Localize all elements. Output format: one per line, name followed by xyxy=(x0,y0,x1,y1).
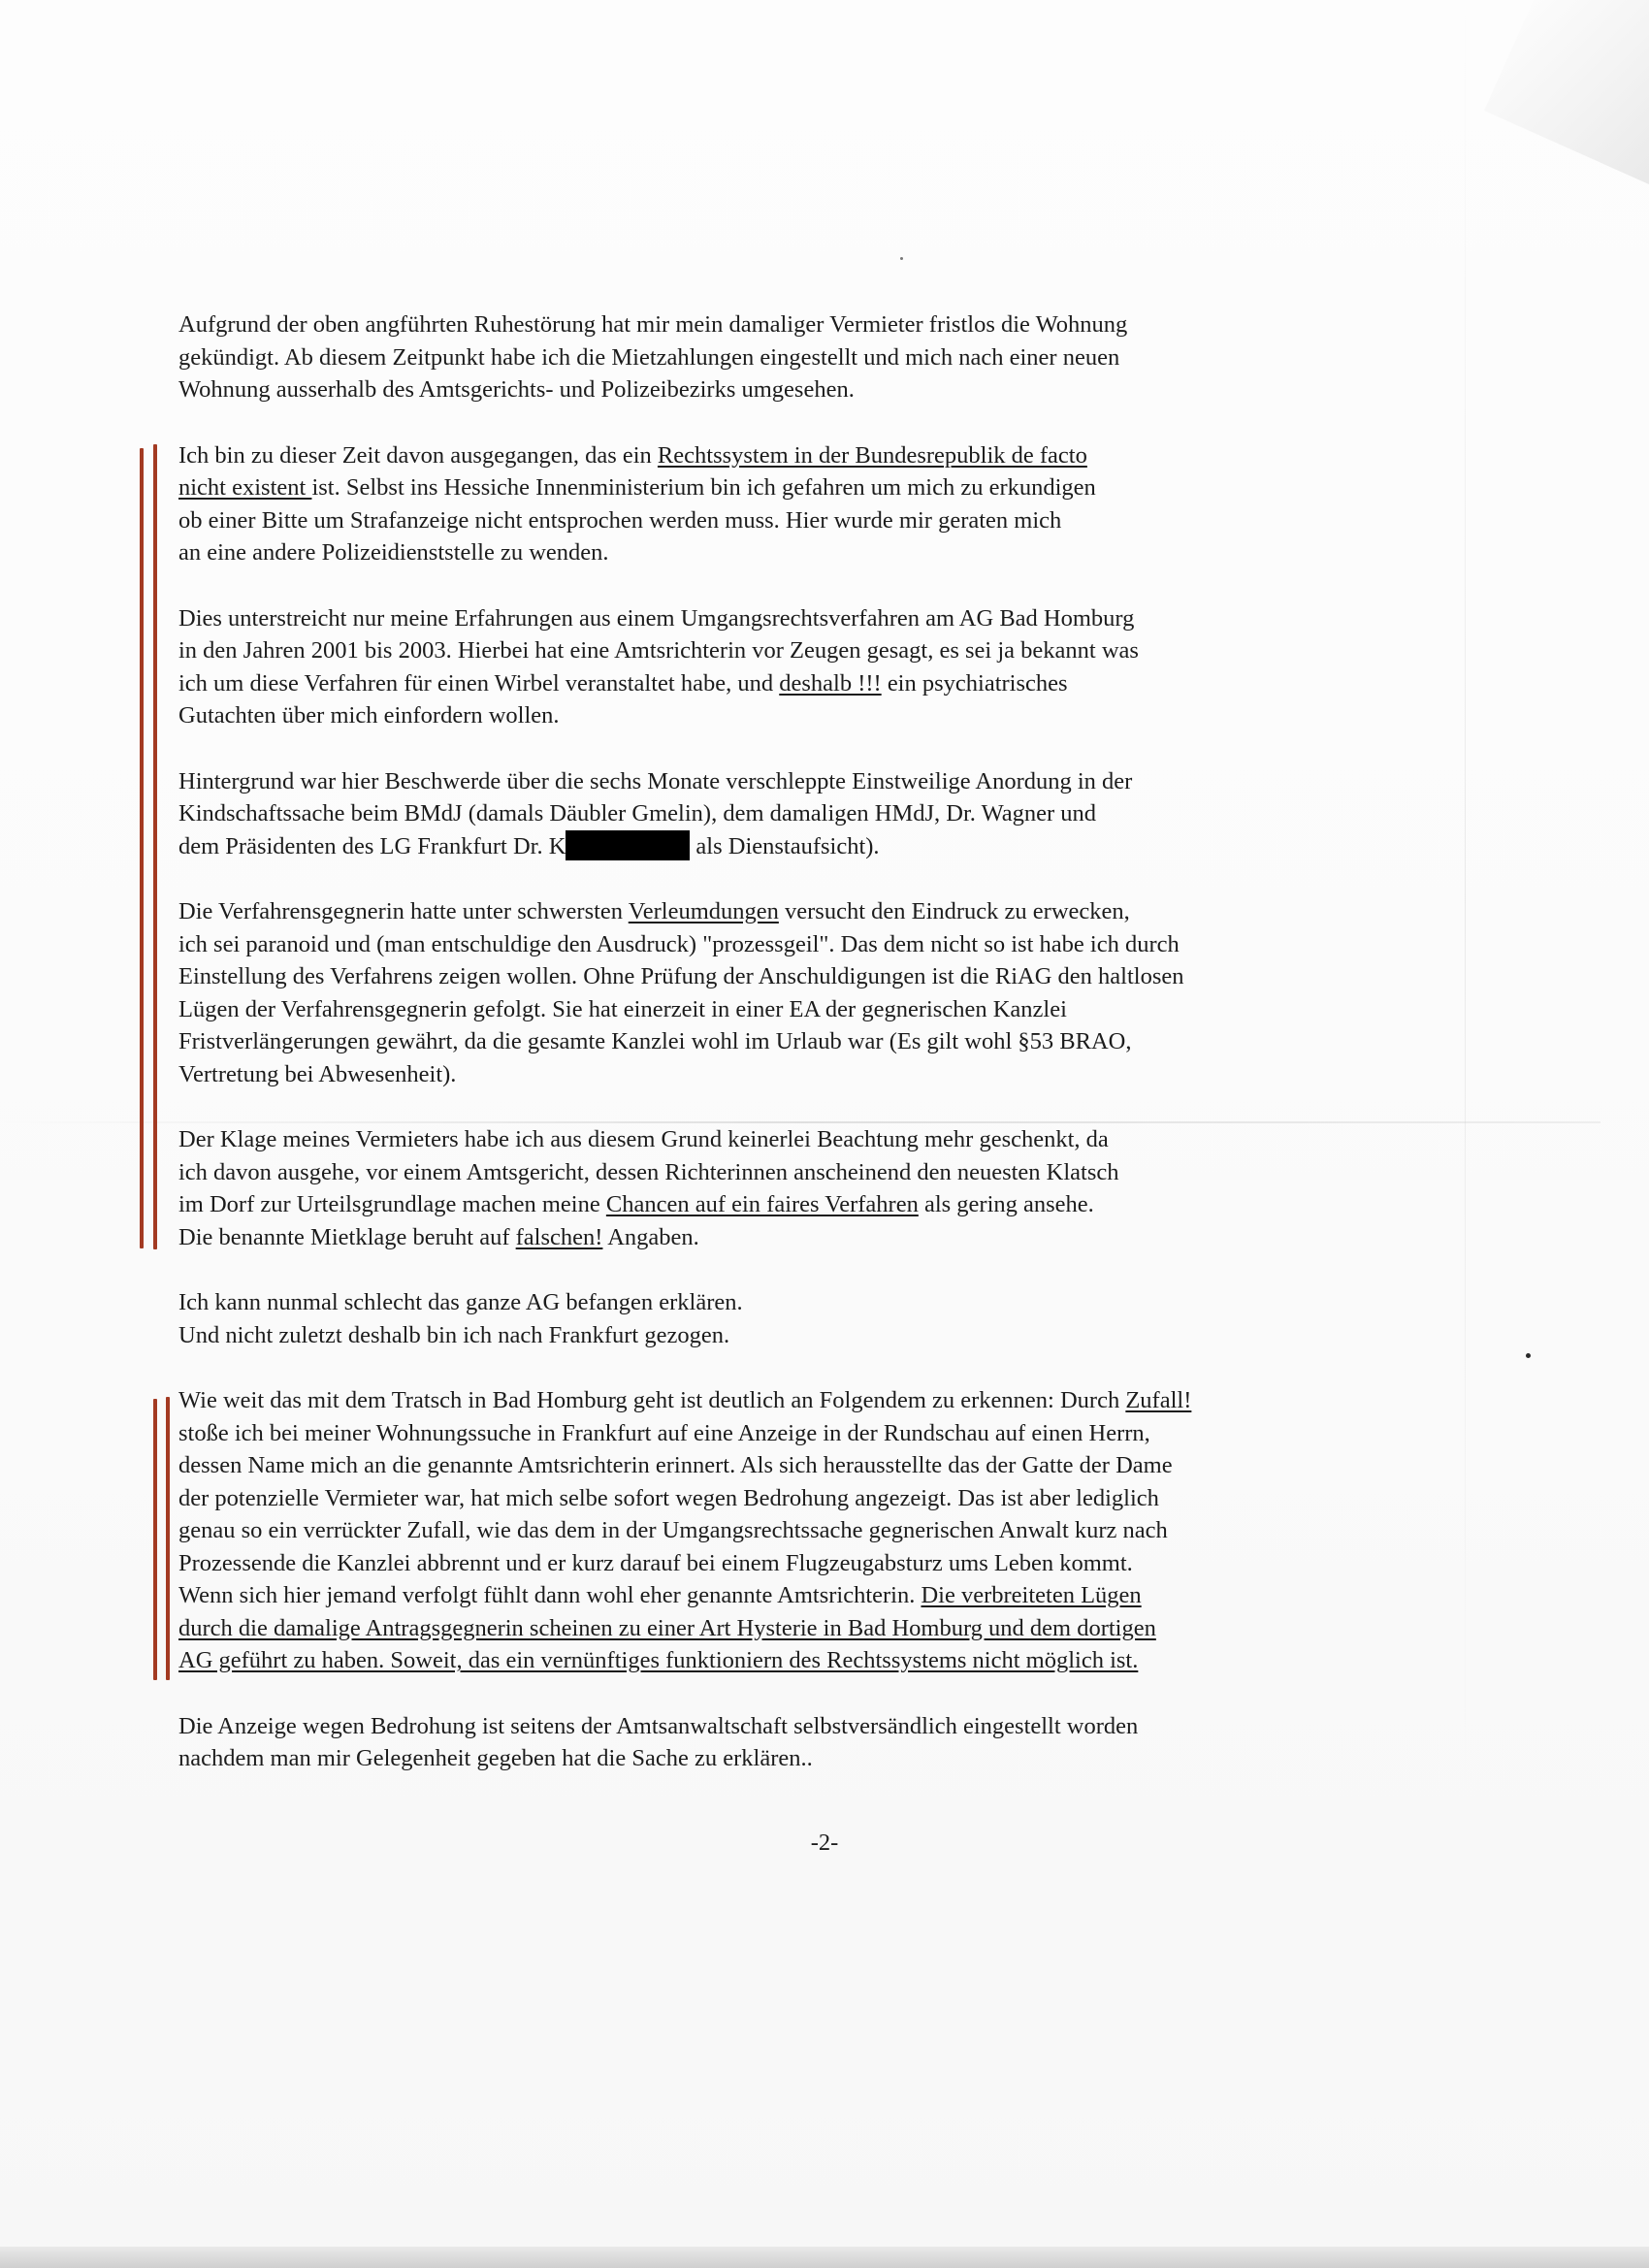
underlined-text: deshalb !!! xyxy=(779,669,882,697)
text-line: stoße ich bei meiner Wohnungssuche in Frankfurt auf eine Anzeige in der Rundschau auf einen Herrn, xyxy=(178,1419,1150,1446)
text-line: gekündigt. Ab diesem Zeitpunkt habe ich die Mietzahlungen eingestellt und mich nach einer neuen xyxy=(178,343,1120,371)
text-run: ich um diese Verfahren für einen Wirbel veranstaltet habe, und xyxy=(178,669,780,697)
text-line: Vertretung bei Abwesenheit). xyxy=(178,1060,457,1087)
text-line: Lügen der Verfahrensgegnerin gefolgt. Sie hat einerzeit in einer EA der gegnerischen Kanzlei xyxy=(178,995,1067,1022)
underlined-text: Zufall! xyxy=(1125,1387,1192,1413)
text-run: ein psychiatrisches xyxy=(881,669,1068,697)
text-line xyxy=(178,895,1439,928)
redaction-bar xyxy=(566,830,690,860)
underlined-text: nicht existent xyxy=(178,474,312,501)
text-run: Die Verfahrensgegnerin hatte unter schwersten xyxy=(178,898,629,924)
text-run: im Dorf zur Urteilsgrundlage machen meine xyxy=(178,1191,606,1217)
paragraph-2 xyxy=(178,439,1439,569)
text-line xyxy=(178,471,1439,504)
text-line: Und nicht zuletzt deshalb bin ich nach Frankfurt gezogen. xyxy=(178,1321,730,1348)
text-line: ob einer Bitte um Strafanzeige nicht entsprochen werden muss. Hier wurde mir geraten mich xyxy=(178,506,1062,534)
underlined-text: Verleumdungen xyxy=(628,898,779,924)
page-number: -2- xyxy=(810,1830,839,1856)
text-run: als Dienstaufsicht). xyxy=(695,832,880,859)
paper-speck xyxy=(900,257,903,260)
text-line xyxy=(178,1579,1439,1612)
paragraph-5 xyxy=(178,895,1439,1090)
underlined-text-line: AG geführt zu haben. Soweit, das ein vernünftiges funktioniern des Rechtssystems nicht möglich ist. xyxy=(178,1647,1139,1673)
text-line: in den Jahren 2001 bis 2003. Hierbei hat eine Amtsrichterin vor Zeugen gesagt, es sei ja bekannt was xyxy=(178,637,1139,664)
text-run: Die benannte Mietklage beruht auf xyxy=(178,1223,516,1250)
paragraph-9 xyxy=(178,1710,1439,1775)
text-line: Kindschaftssache beim BMdJ (damals Däubler Gmelin), dem damaligen HMdJ, Dr. Wagner und xyxy=(178,800,1097,826)
text-run: Wenn sich hier jemand verfolgt fühlt dann wohl eher genannte Amtsrichterin. xyxy=(178,1582,922,1608)
text-line: Fristverlängerungen gewährt, da die gesamte Kanzlei wohl im Urlaub war (Es gilt wohl §53 BRAO, xyxy=(178,1028,1132,1054)
underlined-text: Rechtssystem in der Bundesrepublik de facto xyxy=(657,441,1087,469)
text-line xyxy=(178,1384,1439,1417)
text-line: an eine andere Polizeidienststelle zu wenden. xyxy=(178,539,609,566)
text-line: Wohnung ausserhalb des Amtsgerichts- und Polizeibezirks umgesehen. xyxy=(178,376,855,403)
underlined-text: falschen! xyxy=(515,1223,603,1250)
text-run: als gering ansehe. xyxy=(918,1191,1094,1217)
text-line: Dies unterstreicht nur meine Erfahrungen aus einem Umgangsrechtsverfahren am AG Bad Homburg xyxy=(178,604,1135,632)
text-run: Angaben. xyxy=(602,1223,699,1250)
text-line: ich davon ausgehe, vor einem Amtsgericht, dessen Richterinnen anscheinend den neuesten Klatsch xyxy=(178,1158,1119,1185)
text-line: der potenzielle Vermieter war, hat mich selbe sofort wegen Bedrohung angezeigt. Das ist aber lediglich xyxy=(178,1484,1159,1511)
paper-speck xyxy=(1526,1353,1531,1358)
text-line: ich sei paranoid und (man entschuldige den Ausdruck) "prozessgeil". Das dem nicht so ist habe ich durch xyxy=(178,930,1180,957)
text-line: Die Anzeige wegen Bedrohung ist seitens der Amtsanwaltschaft selbstversändlich eingestellt worden xyxy=(178,1712,1139,1739)
text-run: ist. Selbst ins Hessiche Innenministerium bin ich gefahren um mich zu erkundigen xyxy=(311,474,1096,501)
text-line xyxy=(178,439,1439,472)
text-line xyxy=(178,667,1439,700)
text-line: Ich kann nunmal schlecht das ganze AG befangen erklären. xyxy=(178,1289,743,1315)
text-line: Einstellung des Verfahrens zeigen wollen. Ohne Prüfung der Anschuldigungen ist die RiAG den haltlosen xyxy=(178,963,1184,989)
margin-mark-left-2b xyxy=(166,1397,170,1680)
text-line: Hintergrund war hier Beschwerde über die sechs Monate verschleppte Einstweilige Anordung in der xyxy=(178,767,1133,794)
paragraph-1 xyxy=(178,308,1439,406)
scan-bottom-edge xyxy=(0,2247,1649,2268)
text-run: Wie weit das mit dem Tratsch in Bad Homburg geht ist deutlich an Folgendem zu erkennen: Durch xyxy=(178,1387,1126,1413)
paragraph-4 xyxy=(178,765,1439,863)
text-run: dem Präsidenten des LG Frankfurt Dr. K xyxy=(178,832,566,859)
text-run: Ich bin zu dieser Zeit davon ausgegangen, das ein xyxy=(178,441,658,469)
paragraph-3 xyxy=(178,602,1439,732)
text-line: genau so ein verrückter Zufall, wie das dem in der Umgangsrechtssache gegnerischen Anwalt kurz nach xyxy=(178,1517,1168,1543)
paragraph-7 xyxy=(178,1286,1439,1351)
text-line xyxy=(178,1188,1439,1221)
margin-mark-left-1a xyxy=(140,448,144,1248)
letter-body xyxy=(178,308,1439,1808)
text-line xyxy=(178,830,1439,863)
text-line: Der Klage meines Vermieters habe ich aus diesem Grund keinerlei Beachtung mehr geschenkt, da xyxy=(178,1126,1109,1152)
text-line xyxy=(178,1221,1439,1254)
text-line: Gutachten über mich einfordern wollen. xyxy=(178,702,560,729)
underlined-text: Chancen auf ein faires Verfahren xyxy=(605,1191,919,1217)
underlined-text-line: durch die damalige Antragsgegnerin scheinen zu einer Art Hysterie in Bad Homburg und dem dortigen xyxy=(178,1614,1156,1641)
text-line: Prozessende die Kanzlei abbrennt und er kurz darauf bei einem Flugzeugabsturz ums Leben kommt. xyxy=(178,1549,1133,1576)
text-line: Aufgrund der oben angführten Ruhestörung hat mir mein damaliger Vermieter fristlos die Wohnung xyxy=(178,311,1128,338)
underlined-text: Die verbreiteten Lügen xyxy=(921,1582,1142,1608)
text-line: nachdem man mir Gelegenheit gegeben hat die Sache zu erklären.. xyxy=(178,1745,813,1771)
margin-mark-left-1b xyxy=(153,444,157,1249)
paragraph-8 xyxy=(178,1384,1439,1677)
margin-mark-left-2a xyxy=(153,1399,157,1680)
text-line: dessen Name mich an die genannte Amtsrichterin erinnert. Als sich herausstellte das der Gatte der Dame xyxy=(178,1452,1173,1478)
paper-crease-vertical xyxy=(1465,0,1466,1795)
paragraph-6 xyxy=(178,1123,1439,1253)
text-run: versucht den Eindruck zu erwecken, xyxy=(778,898,1130,924)
folded-corner xyxy=(1484,0,1649,184)
